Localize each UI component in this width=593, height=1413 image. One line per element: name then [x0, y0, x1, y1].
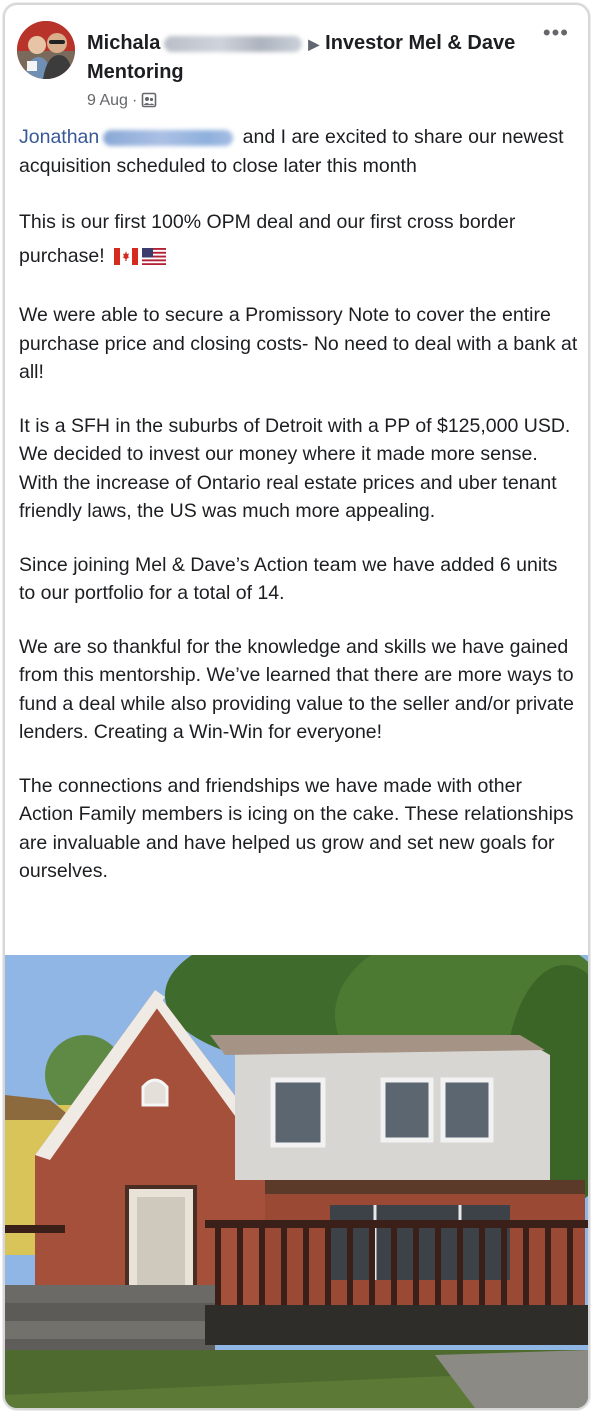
- more-options-icon[interactable]: •••: [542, 20, 569, 45]
- meta-separator: ·: [131, 92, 138, 109]
- paragraph-1: [19, 123, 579, 180]
- us-flag-icon: [142, 242, 166, 276]
- mention-jonathan[interactable]: Jonathan: [19, 126, 100, 148]
- post-date[interactable]: 9 Aug: [87, 92, 128, 109]
- post-title: [87, 29, 527, 86]
- house-photo[interactable]: [5, 955, 588, 1408]
- redacted-surname: [164, 36, 302, 52]
- post-header: [17, 19, 577, 119]
- post-card: [3, 3, 590, 1410]
- members-icon: [141, 92, 157, 114]
- paragraph-2-text: This is our first 100% OPM deal and our first cross border purchase!: [19, 211, 516, 267]
- group-name[interactable]: Investor Mel & Dave Mentoring: [87, 32, 516, 83]
- paragraph-2: [19, 205, 579, 276]
- redacted-mention-surname: [103, 130, 233, 146]
- paragraph-7: The connections and friendships we have made with other Action Family members is icing on the cake. These relationships are invaluable and have helped us grow and set new goals for ourselves.: [19, 774, 574, 882]
- post-meta: [87, 91, 157, 114]
- author-avatar[interactable]: [17, 21, 75, 79]
- share-to-arrow-icon: ▶: [308, 36, 320, 52]
- canada-flag-icon: [114, 242, 138, 276]
- post-body: [19, 123, 579, 911]
- paragraph-4: It is a SFH in the suburbs of Detroit with a PP of $125,000 USD. We decided to invest our money where it made more sense. With the increase of Ontario real estate prices and uber tenant friendly laws, the US was much more appealing.: [19, 414, 571, 522]
- paragraph-3: We were able to secure a Promissory Note to cover the entire purchase price and closing costs- No need to deal with a bank at all!: [19, 304, 578, 383]
- paragraph-5: Since joining Mel & Dave’s Action team we have added 6 units to our portfolio for a total of 14.: [19, 553, 558, 604]
- paragraph-1-text: and I are excited to share our newest acquisition scheduled to close later this month: [19, 126, 564, 177]
- author-name[interactable]: Michala: [87, 32, 161, 54]
- paragraph-6: We are so thankful for the knowledge and skills we have gained from this mentorship. We’ve learned that there are more ways to fund a deal while also providing value to the seller and/or private lenders. Creating a Win-Win for everyone!: [19, 635, 575, 743]
